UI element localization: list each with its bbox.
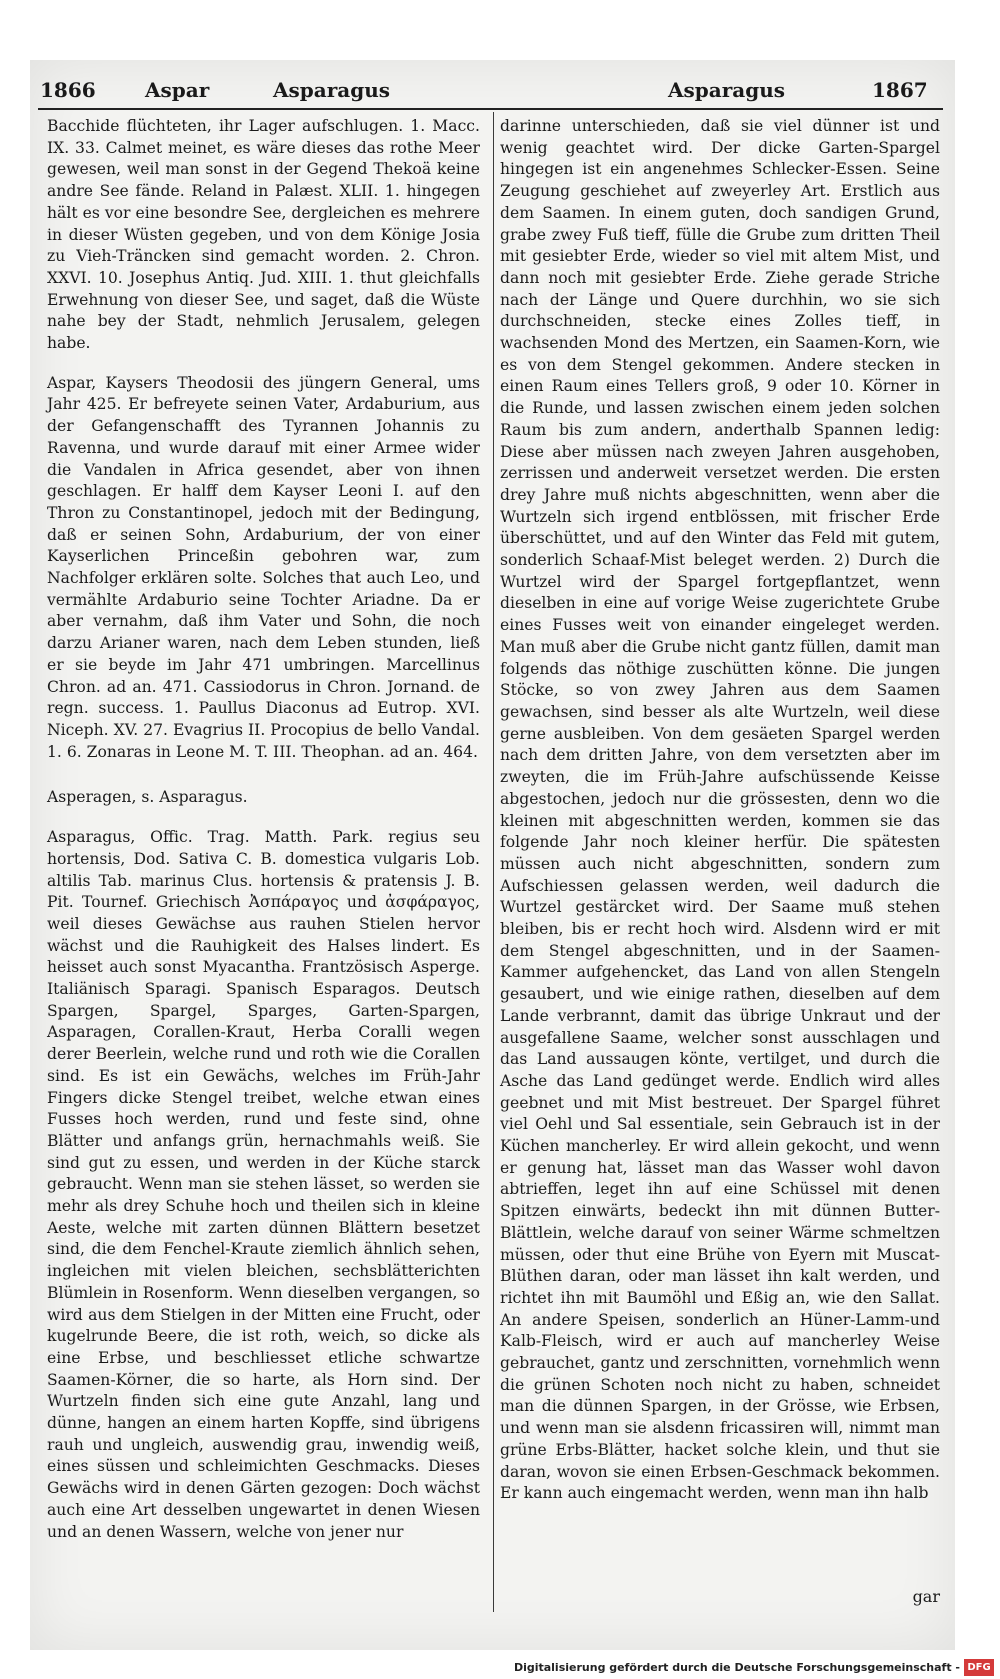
page-number-right: 1867 <box>872 78 928 102</box>
header-rule <box>38 108 943 110</box>
running-title-left: Asparagus <box>273 78 391 102</box>
entry-asparagus: Asparagus, Offic. Trag. Matth. Park. regius seu hortensis, Dod. Sativa C. B. domestica vulgaris Lob. altilis Tab. marinus Clus. hortensis & pratensis J. B. Pit. Tournef. Griechisch Ἀσπάραγος und ἀσφάραγος, weil dieses Gewächse aus rauhen Stielen hervor wächst und die Rauhigkeit des Halses lindert. Es heisset auch sonst Myacantha. Frantzösisch Asperge. Italiänisch Sparagi. Spanisch Esparagos. Deutsch Spargen, Spargel, Sparges, Garten-Spargen, Asparagen, Corallen-Kraut, Herba Coralli wegen derer Beerlein, welche rund und roth wie die Corallen sind. Es ist ein Gewächs, welches im Früh-Jahr Fingers dicke Stengel treibet, welche etwan eines Fusses hoch werden, rund und feste sind, ohne Blätter und anfangs grün, hernachmahls weiß. Sie sind gut zu essen, und werden in der Küche starck gebraucht. Wenn man sie stehen lässet, so werden sie mehr als drey Schuhe hoch und theilen sich in kleine Aeste, welche mit zarten dünnen Blättern besetzet sind, die dem Fenchel-Kraute ziemlich ähnlich sehen, ingleichen mit vielen bleichen, sechsblätterichten Blümlein in Rosenform. Wenn dieselben vergangen, so wird aus dem Stielgen in der Mitten eine Frucht, oder kugelrunde Beere, die ist roth, weich, so dicke als eine Erbse, und beschliesset etliche schwartze Saamen-Körner, die so harte, als Horn sind. Der Wurtzeln finden sich eine gute Anzahl, lang und dünne, hangen an einem harten Kopffe, sind übrigens rauh und ungleich, auswendig grau, inwendig weiß, eines süssen und schleimichten Geschmacks. Dieses Gewächs wird in denen Gärten gezogen: Doch wächst auch eine Art desselben ungewartet in denen Wiesen und an denen Wassern, welche von jener nur <box>47 828 480 1541</box>
running-word-left: Aspar <box>145 78 210 102</box>
paragraph-bacchide: Bacchide flüchteten, ihr Lager aufschlugen. 1. Macc. IX. 33. Calmet meinet, es wäre dieses das rothe Meer gewesen, weil man sonst in der Gegend Thekoä keine andre See fände. Reland in Palæst. XLII. 1. hingegen hält es vor eine besondre See, dergleichen es mehrere in dieser Wüsten gegeben, und von dem Könige Josia zu Vieh-Träncken sind gemacht worden. 2. Chron. XXVI. 10. Josephus Antiq. Jud. XIII. 1. thut gleichfalls Erwehnung von dieser See, und saget, daß die Wüste nahe bey der Stadt, nehmlich Jerusalem, gelegen habe. <box>47 117 480 353</box>
catchword: gar <box>912 1587 940 1606</box>
entry-aspar: Aspar, Kaysers Theodosii des jüngern General, ums Jahr 425. Er befreyete seinen Vater, Ardaburium, aus der Gefangenschafft des Tyrannen Johannis zu Ravenna, und wurde darauf mit einer Armee wider die Vandalen in Africa gesendet, aber von ihnen geschlagen. Er halff dem Kayser Leoni I. auf den Thron zu Constantinopel, jedoch mit der Bedingung, daß er seinen Sohn, Ardaburium, der von einer Kayserlichen Princeßin gebohren war, zum Nachfolger erklären solte. Solches that auch Leo, und vermählte Ardaburio seine Tochter Ariadne. Da er aber vernahm, daß ihm Vater und Sohn, die noch darzu Arianer waren, nach dem Leben stunden, ließ er sie beyde im Jahr 471 umbringen. Marcellinus Chron. ad an. 471. Cassiodorus in Chron. Jornand. de regn. success. 1. Paullus Diaconus ad Eutrop. XVI. Niceph. XV. 27. Evagrius II. Procopius de bello Vandal. 1. 6. Zonaras in Leone M. T. III. Theophan. ad an. 464. <box>47 373 480 761</box>
running-title-right: Asparagus <box>668 78 786 102</box>
entry-asperagen: Asperagen, s. Asparagus. <box>47 788 248 807</box>
funding-credit: Digitalisierung gefördert durch die Deutsche Forschungsgemeinschaft - <box>513 1661 960 1674</box>
column-divider <box>493 112 494 1612</box>
left-column <box>47 116 480 1543</box>
footer-bar <box>0 1658 1000 1679</box>
running-head <box>40 72 940 108</box>
right-column <box>500 116 940 1505</box>
page-number-left: 1866 <box>40 78 96 102</box>
dfg-logo: DFG <box>964 1659 994 1676</box>
asparagus-continued: darinne unterschieden, daß sie viel dünner ist und wenig geachtet wird. Der dicke Garten-Spargel hingegen ist ein angenehmes Schlecker-Essen. Seine Zeugung geschiehet auf zweyerley Art. Erstlich aus dem Saamen. In einem guten, doch sandigen Grund, grabe zwey Fuß tieff, fülle die Grube zum dritten Theil mit gesiebter Erde, wieder so viel mit altem Mist, und dann noch mit gesiebter Erde. Ziehe gerade Striche nach der Länge und Quere durchhin, wo sie sich durchschneiden, stecke eines Zolles tieff, in wachsenden Mond des Mertzen, ein Saamen-Korn, wie es von dem Stengel gekommen. Andere stecken in einen Raum eines Tellers groß, 9 oder 10. Körner in die Runde, und lassen zwischen einem jeden solchen Raum bis zum andern, anderthalb Spannen ledig: Diese aber müssen nach zweyen Jahren ausgehoben, zerrissen und anderweit versetzet werden. Die ersten drey Jahre muß nichts abgeschnitten, wenn aber die Wurtzeln sich irgend entblössen, mit frischer Erde überschüttet, und auf den Winter das Feld mit gutem, sonderlich Schaaf-Mist beleget werden. 2) Durch die Wurtzel wird der Spargel fortgepflantzet, wenn dieselben in eine auf vorige Weise zugerichtete Grube eines Fusses weit von einander eingeleget werden. Man muß aber die Grube nicht gantz füllen, damit man folgends das nöthige zuschütten könne. Die jungen Stöcke, so von zwey Jahren aus dem Saamen gewachsen, sind besser als alte Wurtzeln, weil diese gerne ausbleiben. Von dem gesäeten Spargel werden nach dem dritten Jahre, von dem versetzten aber im zweyten, die im Früh-Jahre aufschüssende Keisse abgestochen, jedoch nur die grössesten, denn wo die kleinen mit abgeschnitten werden, kommen sie das folgende Jahr noch kleiner herfür. Die spätesten müssen auch nicht abgeschnitten, sondern zum Aufschiessen gelassen werden, weil dadurch die Wurtzel gestärcket wird. Der Saame muß stehen bleiben, bis er recht hoch wird. Alsdenn wird er mit dem Stengel abgeschnitten, und in der Saamen-Kammer aufgehencket, das Land von allen Stengeln gesaubert, und wie einige rathen, dieselben auf dem Lande verbrannt, damit das übrige Unkraut und der ausgefallene Saame, welcher sonst ausschlagen und das Land aussaugen könte, vertilget, und durch die Asche das Land gedünget werde. Endlich wird alles geebnet und mit Mist bestreuet. Der Spargel führet viel Oehl und Sal essentiale, sein Gebrauch ist in der Küchen mancherley. Er wird allein gekocht, und wenn er genung hat, lässet man das Wasser wohl davon abtrieffen, leget ihn auf eine Schüssel mit denen Spitzen einwärts, bedeckt ihn mit dünnen Butter-Blättlein, welche darauf von seiner Wärme schmeltzen müssen, oder thut eine Brühe von Eyern mit Muscat-Blüthen daran, oder man lässet ihn kalt werden, und richtet ihn mit Baumöhl und Eßig an, wie den Sallat. An andere Speisen, sonderlich an Hüner-Lamm-und Kalb-Fleisch, wird er auch auf mancherley Weise gebrauchet, gantz und zerschnitten, vornehmlich wenn die grünen Schoten noch nicht zu haben, schneidet man die dünnen Spargen, in der Grösse, wie Erbsen, und wenn man sie alsdenn fricassiren will, nimmt man grüne Erbs-Blätter, hacket solche klein, und thut sie daran, wovon sie einen Erbsen-Geschmack bekommen. Er kann auch eingemacht werden, wenn man ihn halb <box>500 117 940 1503</box>
